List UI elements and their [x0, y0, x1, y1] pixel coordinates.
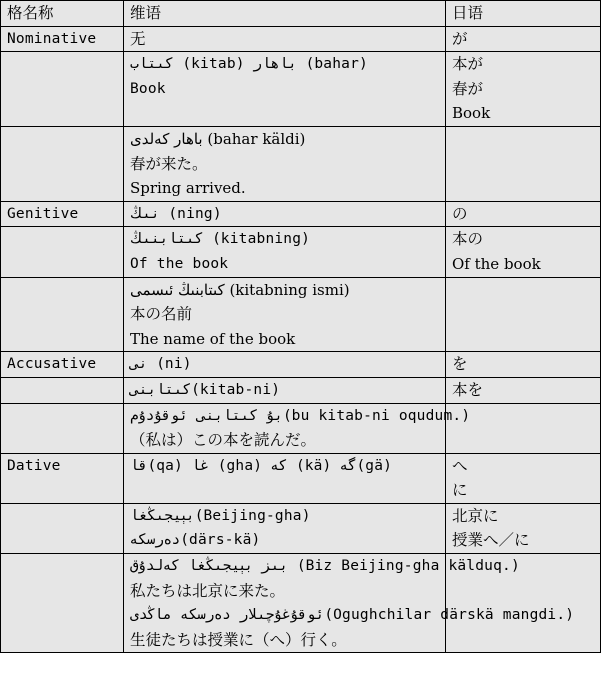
uyghur-cell: قا(qa) غا (gha) كە (kä) گە(gä): [124, 453, 446, 503]
uyghur-cell: 无: [124, 26, 446, 52]
table-row: [1, 277, 601, 352]
table-row: [1, 201, 601, 227]
japanese-cell: [446, 126, 601, 201]
table-row: [1, 453, 601, 503]
uyghur-cell: كىتابنىڭ ئىسمى (kitabning ismi) 本の名前 The name of the book: [124, 277, 446, 352]
japanese-cell: [446, 277, 601, 352]
table-row: [1, 52, 601, 127]
uyghur-cell: نى (ni): [124, 352, 446, 378]
uyghur-cell: بېيجىڭغا(Beijing-gha) دەرسكە(därs-kä): [124, 503, 446, 553]
case-cell: [1, 554, 124, 653]
case-cell: Genitive: [1, 201, 124, 227]
uyghur-cell: باھار كەلدى (bahar käldi) 春が来た。 Spring arrived.: [124, 126, 446, 201]
case-cell: Nominative: [1, 26, 124, 52]
japanese-cell: 北京に 授業へ／に: [446, 503, 601, 553]
case-cell: [1, 52, 124, 127]
header-case: 格名称: [1, 1, 124, 27]
uyghur-cell: كىتابنىڭ (kitabning) Of the book: [124, 227, 446, 277]
case-cell: Accusative: [1, 352, 124, 378]
table-row: [1, 403, 601, 453]
case-cell: Dative: [1, 453, 124, 503]
table-row: [1, 377, 601, 403]
table-row: [1, 126, 601, 201]
japanese-cell: 本の Of the book: [446, 227, 601, 277]
japanese-cell: 本を: [446, 377, 601, 403]
japanese-cell: が: [446, 26, 601, 52]
table-row: [1, 227, 601, 277]
uyghur-cell: بۇ كىتابنى ئوقۇدۇم(bu kitab-ni oqudum.) （私は）この本を読んだ。: [124, 403, 446, 453]
uyghur-cell: كىتابنى(kitab-ni): [124, 377, 446, 403]
table-row: [1, 554, 601, 653]
table-row: [1, 503, 601, 553]
table-row: [1, 352, 601, 378]
header-uyghur: 维语: [124, 1, 446, 27]
japanese-cell: の: [446, 201, 601, 227]
case-cell: [1, 503, 124, 553]
case-cell: [1, 377, 124, 403]
japanese-cell: を: [446, 352, 601, 378]
japanese-cell: へ に: [446, 453, 601, 503]
uyghur-cell: نىڭ (ning): [124, 201, 446, 227]
header-row: [1, 1, 601, 27]
uyghur-cell: بىز بېيجىڭغا كەلدۇق (Biz Beijing-gha kälduq.) 私たちは北京に来た。 ئوقۇغۇچىلار دەرسكە ماڭدى(Ogughchilar därskä mangdi.) 生徒たちは授業に（へ）行く。: [124, 554, 446, 653]
japanese-cell: 本が 春が Book: [446, 52, 601, 127]
case-cell: [1, 126, 124, 201]
table-row: [1, 26, 601, 52]
case-cell: [1, 403, 124, 453]
case-cell: [1, 227, 124, 277]
header-japanese: 日语: [446, 1, 601, 27]
case-cell: [1, 277, 124, 352]
uyghur-cell: كىتاب (kitab) باھار (bahar) Book: [124, 52, 446, 127]
